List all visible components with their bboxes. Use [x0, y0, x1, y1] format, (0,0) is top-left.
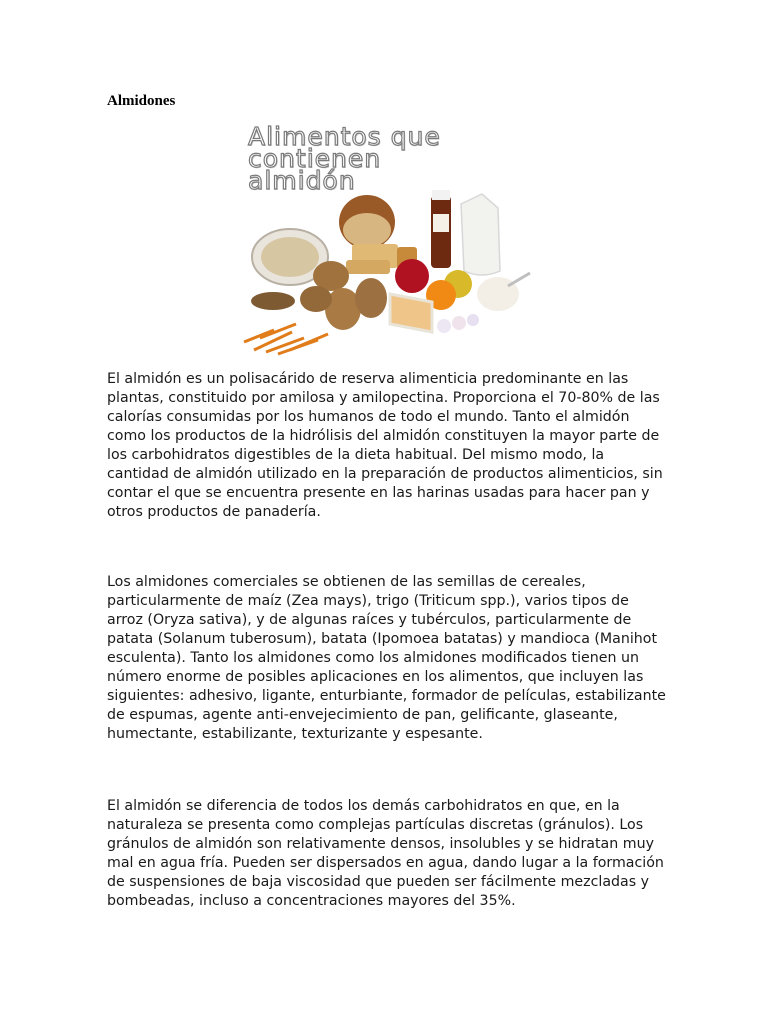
- milk-jug: [461, 194, 500, 275]
- paragraph-3: El almidón se diferencia de todos los demás carbohidratos en que, en la naturaleza se presenta como complejas partículas discretas (gránulos). Los gránulos de almidón son relativamente densos, insolubles y se hidratan muy mal en agua fría. Pueden ser dispersados en agua, dando lugar a la formación de suspensiones de baja viscosidad que pueden ser fácilmente mezcladas y bombeadas, incluso a concentraciones mayores del 35%.: [107, 798, 664, 909]
- figure-title-line-2: contienen: [248, 144, 382, 173]
- grains-pile: [251, 292, 295, 310]
- starch-foods-figure: [236, 122, 536, 362]
- paragraph-2: Los almidones comerciales se obtienen de las semillas de cereales, particularmente de maíz (Zea mays), trigo (Triticum spp.), varios tipos de arroz (Oryza sativa), y de algunas raíces y tubérculos, particularmente de patata (Solanum tuberosum), batata (Ipomoea batatas) y mandioca (Manihot esculenta). Tanto los almidones como los almidones modificados tienen un número enorme de posibles aplicaciones en los alimentos, que incluyen las siguientes: adhesivo, ligante, enturbiante, formador de películas, estabilizante de espumas, agente anti-envejecimiento de pan, gelificante, glaseante, humectante, estabilizante, texturizante y espesante.: [107, 574, 666, 742]
- pasta-pile: [244, 324, 328, 354]
- figure-title: [248, 122, 538, 195]
- section-heading: Almidones: [107, 93, 176, 109]
- paragraph-1: El almidón es un polisacárido de reserva alimenticia predominante en las plantas, constituido por amilosa y amilopectina. Proporciona el 70-80% de las calorías consumidas por los humanos de todo el mundo. Tanto el almidón como los productos de la hidrólisis del almidón constituyen la mayor parte de los carbohidratos digestibles de la dieta habitual. Del mismo modo, la cantidad de almidón utilizado en la preparación de productos alimenticios, sin contar el que se encuentra presente en las harinas usadas para hacer pan y otros productos de panadería.: [107, 371, 663, 520]
- apple: [395, 259, 429, 293]
- figure-title-line-3: almidón: [248, 166, 356, 195]
- rice-grains: [261, 237, 319, 277]
- figure-title-line-1: Alimentos que: [248, 122, 441, 151]
- cake-slice: [390, 294, 432, 332]
- candy: [437, 319, 451, 333]
